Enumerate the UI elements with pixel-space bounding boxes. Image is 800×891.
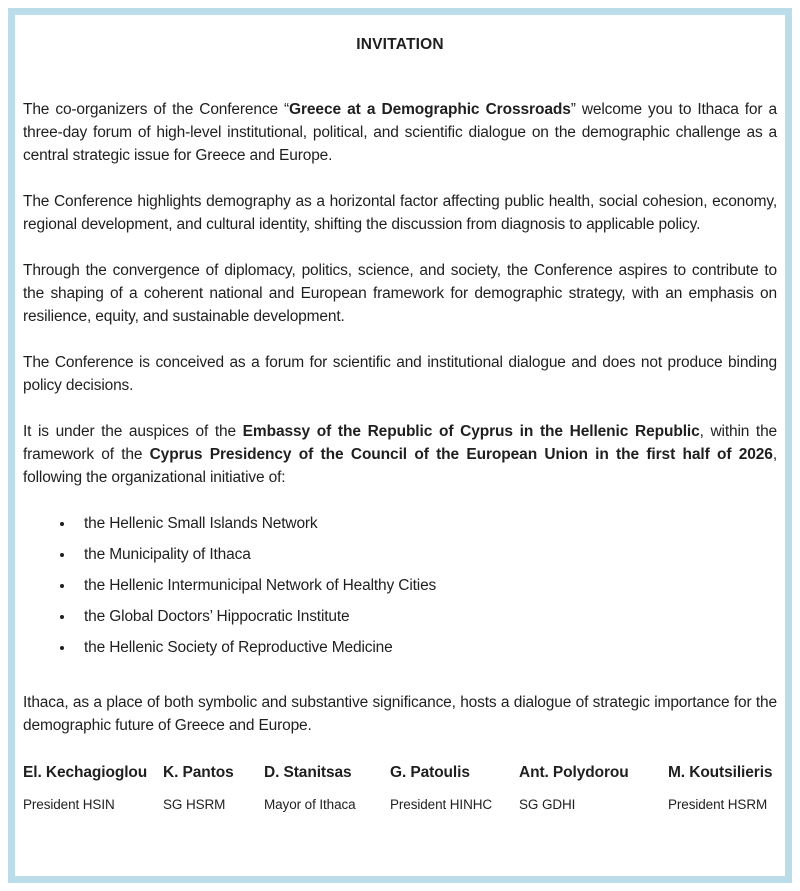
text-segment: Through the convergence of diplomacy, politics, science, and society, the Conference aspires to contribute to the shaping of a coherent national and European framework for demographic strategy, with an emphasis on resilience, equity, and sustainable development.	[23, 262, 777, 325]
signatory-column	[519, 763, 668, 814]
text-segment: Ithaca, as a place of both symbolic and substantive significance, hosts a dialogue of strategic importance for the demographic future of Greece and Europe.	[23, 694, 777, 734]
signatory-name: G. Patoulis	[390, 764, 470, 781]
signatory-column	[390, 763, 519, 814]
list-item: • the Hellenic Intermunicipal Network of Healthy Cities	[75, 574, 777, 597]
signatory-column	[23, 763, 163, 814]
signatory-name: Ant. Polydorou	[519, 764, 629, 781]
signatory-name: El. Kechagioglou	[23, 764, 148, 781]
signatory-title: SG GDHI	[519, 797, 576, 812]
list-item: • the Global Doctors’ Hippocratic Institute	[75, 605, 777, 628]
signatory-title: President HINHC	[390, 797, 493, 812]
signatory-column	[668, 763, 777, 814]
organizers-list	[23, 512, 777, 659]
text-segment: The Conference is conceived as a forum for scientific and institutional dialogue and does not produce binding policy decisions.	[23, 354, 777, 394]
text-segment: It is under the auspices of the	[23, 423, 243, 440]
text-segment: The Conference highlights demography as a horizontal factor affecting public health, social cohesion, economy, regional development, and cultural identity, shifting the discussion from diagnosis to applicable policy.	[23, 193, 777, 233]
bold-text-segment: Embassy of the Republic of Cyprus in the Hellenic Republic	[242, 423, 700, 440]
paragraph-convergence	[23, 259, 777, 328]
paragraph-highlights	[23, 190, 777, 236]
bold-text-segment: Cyprus Presidency of the Council of the European Union in the first half of 2026	[149, 446, 773, 463]
list-item: • the Municipality of Ithaca	[75, 543, 777, 566]
signatory-title: President HSRM	[668, 797, 768, 812]
paragraph-forum	[23, 351, 777, 397]
document-title: INVITATION	[356, 36, 444, 53]
signatory-title: President HSIN	[23, 797, 115, 812]
signature-block	[23, 763, 777, 814]
signatory-title: SG HSRM	[163, 797, 226, 812]
signatory-name: M. Koutsilieris	[668, 764, 773, 781]
body-paragraphs	[23, 98, 777, 489]
text-segment: , within the framework of the	[23, 423, 778, 463]
list-item: • the Hellenic Small Islands Network	[75, 512, 777, 535]
paragraph-intro	[23, 98, 777, 167]
bold-text-segment: Greece at a Demographic Crossroads	[289, 101, 571, 118]
signatory-name: D. Stanitsas	[264, 764, 352, 781]
signatory-column	[264, 763, 390, 814]
text-segment: The co-organizers of the Conference “	[23, 101, 290, 118]
text-segment: , following the organizational initiative of:	[23, 446, 777, 486]
page-frame	[8, 8, 792, 883]
text-segment: ” welcome you to Ithaca for a three-day forum of high-level institutional, political, and scientific dialogue on the demographic challenge as a central strategic issue for Greece and Europe.	[23, 101, 777, 164]
list-item: • the Hellenic Society of Reproductive Medicine	[75, 636, 777, 659]
closing-paragraph	[23, 691, 777, 737]
paragraph-auspices	[23, 420, 777, 489]
signatory-title: Mayor of Ithaca	[264, 797, 356, 812]
signatory-name: K. Pantos	[163, 764, 234, 781]
signatory-column	[163, 763, 264, 814]
